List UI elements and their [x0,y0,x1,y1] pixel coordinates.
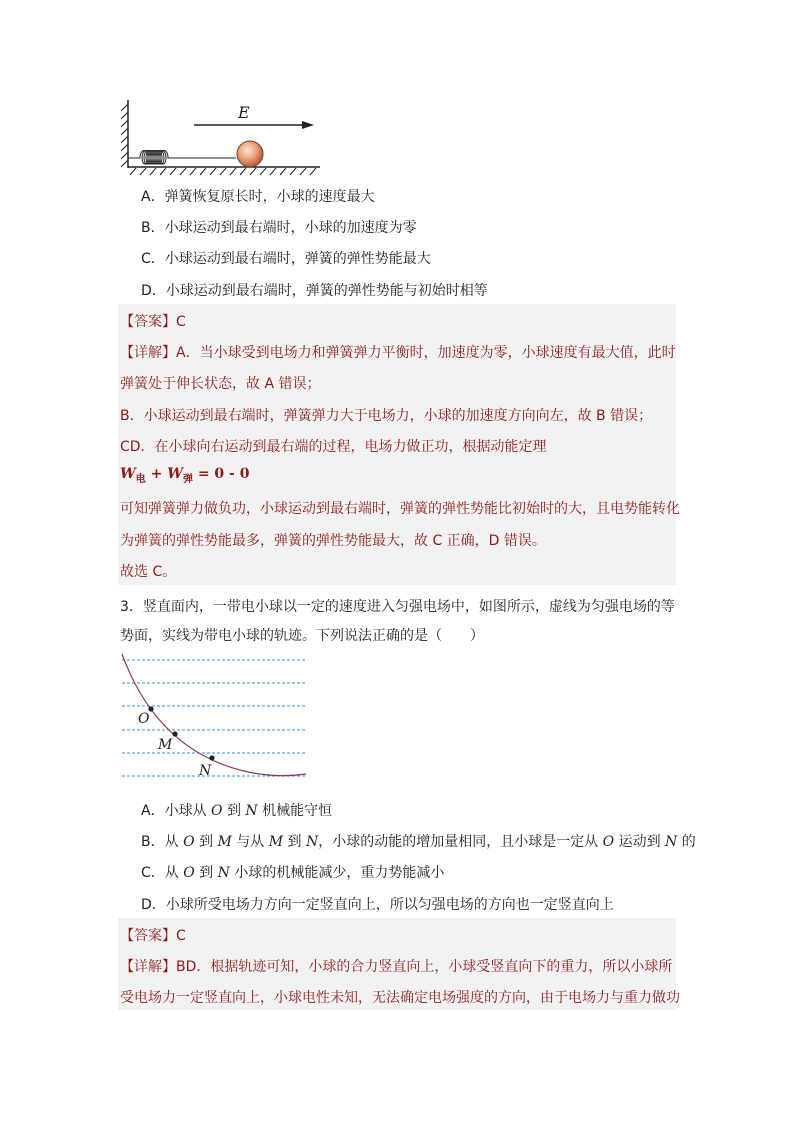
label-O: O [138,711,150,727]
q2-explanation-line: 【详解】A．当小球受到电场力和弹簧弹力平衡时，加速度为零，小球速度有最大值，此时 [120,345,676,361]
q2-answer: 【答案】C [120,314,186,330]
spring [128,151,236,165]
q2-option-b: B．小球运动到最右端时，小球的加速度为零 [141,220,417,236]
label-N: N [199,763,212,779]
q3-explanation-line: 【详解】BD．根据轨迹可知，小球的合力竖直向上，小球受竖直向下的重力，所以小球所 [120,959,673,975]
q2-option-d: D．小球运动到最右端时，弹簧的弹性势能与初始时相等 [141,283,488,299]
q2-option-c: C．小球运动到最右端时，弹簧的弹性势能最大 [141,251,431,267]
work-energy-formula: $W_电 + W_弹 = 0 - 0$ [120,466,250,485]
q2-option-a: A．弹簧恢复原长时，小球的速度最大 [141,189,375,205]
label-M: M [158,737,173,753]
q2-explanation-line: 故选 C。 [120,564,177,580]
q2-explanation-line: B．小球运动到最右端时，弹簧弹力大于电场力，小球的加速度方向向左，故 B 错误； [120,408,653,424]
point-N [209,755,214,760]
trajectory-figure [118,652,312,782]
spring-ball-figure [118,96,328,176]
point-M [172,731,177,736]
q2-explanation-line: 弹簧处于伸长状态，故 A 错误； [120,376,321,392]
q3-option-b: B．从 O 到 M 与从 M 到 N，小球的动能的增加量相同，且小球是一定从 O 运动到 N 的 [141,834,696,850]
q3-option-c: C．从 O 到 N 小球的机械能减少，重力势能减小 [141,865,445,881]
q3-answer: 【答案】C [120,928,186,944]
q3-option-a: A．小球从 O 到 N 机械能守恒 [141,803,333,819]
q2-explanation-line: 为弹簧的弹性势能最多，弹簧的弹性势能最大，故 C 正确，D 错误。 [120,533,546,549]
ball [237,141,263,167]
q3-option-d: D．小球所受电场力方向一定竖直向上，所以匀强电场的方向也一定竖直向上 [141,897,614,913]
q3-explanation-line: 受电场力一定竖直向上，小球电性未知，无法确定电场强度的方向，由于电场力与重力做功 [120,990,680,1006]
field-label-E: E [238,103,250,122]
q3-stem-line: 势面，实线为带电小球的轨迹。下列说法正确的是（ ） [120,628,484,644]
q3-stem-line: 3．竖直面内，一带电小球以一定的速度进入匀强电场中，如图所示，虚线为匀强电场的等 [120,599,675,615]
q2-explanation-line: 可知弹簧弹力做负功，小球运动到最右端时，弹簧的弹性势能比初始时的大，且电势能转化 [120,501,680,517]
q2-explanation-line: CD．在小球向右运动到最右端的过程，电场力做正功，根据动能定理 [120,439,547,455]
